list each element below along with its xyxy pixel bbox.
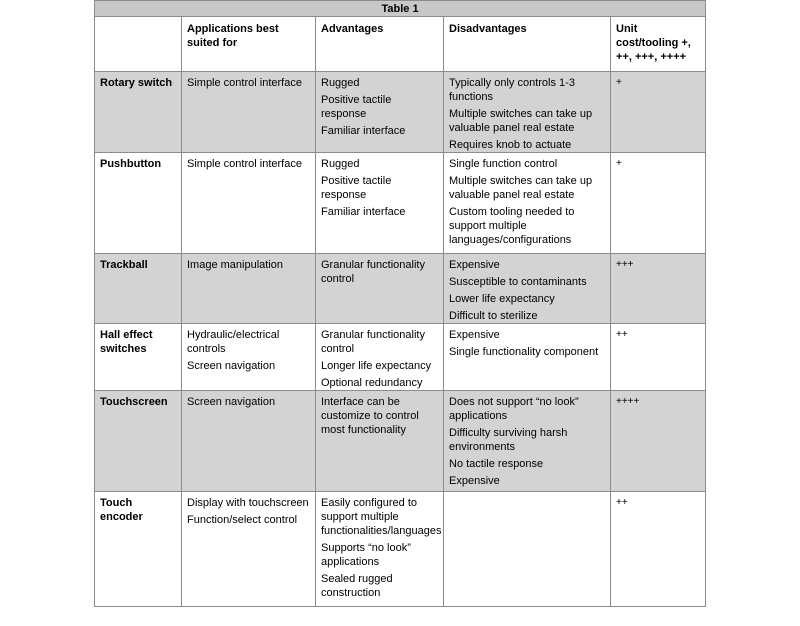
- cell-apps: [182, 72, 316, 153]
- header-advantages: Advantages: [316, 17, 444, 72]
- header-disadvantages: Disadvantages: [444, 17, 611, 72]
- cell-line: Rugged: [321, 158, 360, 171]
- cell-cost: +++: [611, 253, 706, 323]
- cell-line: Optional redundancy: [321, 377, 423, 390]
- cell-apps: [182, 491, 316, 606]
- cell-dis: [444, 324, 611, 391]
- table-row: [95, 491, 706, 606]
- row-name: Rotary switch: [95, 72, 182, 153]
- cell-line: Image manipulation: [187, 258, 284, 271]
- cell-line: Simple control interface: [187, 158, 302, 171]
- cell-line: Screen navigation: [187, 360, 276, 373]
- cell-dis: [444, 72, 611, 153]
- cell-line: Positive tactile response: [321, 94, 392, 121]
- cell-line: Screen navigation: [187, 396, 276, 409]
- cell-line: Expensive: [449, 258, 500, 271]
- row-name: Hall effect switches: [95, 324, 182, 391]
- cell-line: Custom tooling needed to support multiple languages/configurations: [449, 206, 575, 247]
- cell-line: Difficult to sterilize: [449, 309, 538, 322]
- cell-line: Supports “no look” applications: [321, 541, 411, 568]
- cell-adv: [316, 391, 444, 491]
- cell-line: Function/select control: [187, 513, 298, 526]
- table-row: [95, 253, 706, 323]
- cell-line: Expensive: [449, 475, 500, 488]
- cell-line: Sealed rugged construction: [321, 572, 393, 599]
- cell-line: Rugged: [321, 77, 360, 90]
- table-title: Table 1: [95, 1, 706, 17]
- cell-line: Single function control: [449, 158, 558, 171]
- cell-line: Easily configured to support multiple functionalities/languages: [321, 496, 442, 537]
- cell-line: Hydraulic/electrical controls: [187, 329, 280, 356]
- table-row: [95, 324, 706, 391]
- header-applications: Applications best suited for: [182, 17, 316, 72]
- cell-line: Familiar interface: [321, 206, 406, 219]
- cell-line: Susceptible to contaminants: [449, 275, 587, 288]
- row-name: Pushbutton: [95, 153, 182, 253]
- cell-dis: [444, 153, 611, 253]
- cell-dis: [444, 491, 611, 606]
- table-row: [95, 391, 706, 491]
- table-title-row: [95, 1, 706, 17]
- cell-cost: +: [611, 72, 706, 153]
- cell-apps: [182, 324, 316, 391]
- cell-line: Simple control interface: [187, 77, 302, 90]
- cell-dis: [444, 253, 611, 323]
- cell-line: Positive tactile response: [321, 175, 392, 202]
- cell-apps: [182, 253, 316, 323]
- table-header-row: [95, 17, 706, 72]
- cell-line: Longer life expectancy: [321, 360, 432, 373]
- cell-line: Display with touchscreen: [187, 496, 309, 509]
- cell-cost: ++++: [611, 391, 706, 491]
- cell-adv: [316, 153, 444, 253]
- table-row: [95, 153, 706, 253]
- cell-cost: +: [611, 153, 706, 253]
- header-blank: [95, 17, 182, 72]
- cell-line: Familiar interface: [321, 125, 406, 138]
- cell-line: Interface can be customize to control most functionality: [321, 396, 419, 437]
- cell-line: Expensive: [449, 329, 500, 342]
- cell-line: Multiple switches can take up valuable panel real estate: [449, 175, 593, 202]
- comparison-table: [94, 0, 706, 607]
- cell-line: Multiple switches can take up valuable panel real estate: [449, 108, 593, 135]
- cell-line: Granular functionality control: [321, 258, 425, 285]
- cell-adv: [316, 72, 444, 153]
- cell-line: Difficulty surviving harsh environments: [449, 427, 568, 454]
- cell-line: Does not support “no look” applications: [449, 396, 579, 423]
- row-name: Trackball: [95, 253, 182, 323]
- cell-line: Typically only controls 1-3 functions: [449, 77, 575, 104]
- cell-cost: ++: [611, 324, 706, 391]
- table-row: [95, 72, 706, 153]
- cell-line: Requires knob to actuate: [449, 139, 572, 152]
- cell-adv: [316, 491, 444, 606]
- header-unit-cost: Unit cost/tooling +, ++, +++, ++++: [611, 17, 706, 72]
- cell-line: Lower life expectancy: [449, 292, 555, 305]
- cell-apps: [182, 153, 316, 253]
- row-name: Touch encoder: [95, 491, 182, 606]
- cell-adv: [316, 253, 444, 323]
- cell-apps: [182, 391, 316, 491]
- cell-line: Single functionality component: [449, 346, 599, 359]
- cell-dis: [444, 391, 611, 491]
- cell-line: Granular functionality control: [321, 329, 425, 356]
- cell-cost: ++: [611, 491, 706, 606]
- cell-adv: [316, 324, 444, 391]
- row-name: Touchscreen: [95, 391, 182, 491]
- cell-line: No tactile response: [449, 458, 544, 471]
